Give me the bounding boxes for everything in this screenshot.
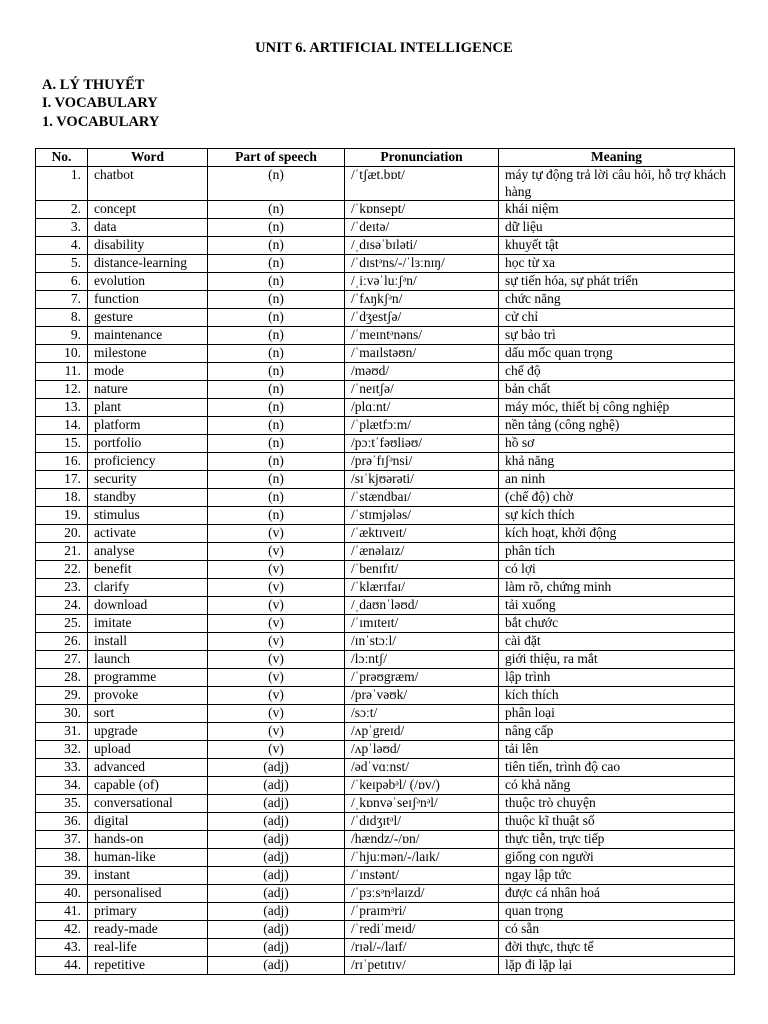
part-of-speech-cell: (n) — [208, 327, 345, 345]
part-of-speech-cell: (v) — [208, 579, 345, 597]
row-number: 25. — [36, 615, 88, 633]
pronunciation-cell: /ˌdɪsəˈbɪləti/ — [345, 237, 499, 255]
table-row — [36, 345, 735, 363]
pronunciation-cell: /plɑːnt/ — [345, 399, 499, 417]
table-row — [36, 849, 735, 867]
pronunciation-cell: /ˈɪnstənt/ — [345, 867, 499, 885]
table-row — [36, 435, 735, 453]
table-row — [36, 453, 735, 471]
row-number: 15. — [36, 435, 88, 453]
row-number: 39. — [36, 867, 88, 885]
row-number: 9. — [36, 327, 88, 345]
row-number: 42. — [36, 921, 88, 939]
pronunciation-cell: /prəˈfɪʃᵊnsi/ — [345, 453, 499, 471]
part-of-speech-cell: (adj) — [208, 957, 345, 975]
pronunciation-cell: /ˌiːvəˈluːʃᵊn/ — [345, 273, 499, 291]
word-cell: instant — [88, 867, 208, 885]
table-row — [36, 669, 735, 687]
meaning-cell: bắt chước — [499, 615, 735, 633]
word-cell: function — [88, 291, 208, 309]
part-of-speech-cell: (n) — [208, 201, 345, 219]
table-row — [36, 651, 735, 669]
word-cell: proficiency — [88, 453, 208, 471]
subsection-heading-vocabulary: 1. VOCABULARY — [42, 114, 160, 130]
part-of-speech-cell: (adj) — [208, 777, 345, 795]
meaning-cell: có sẵn — [499, 921, 735, 939]
row-number: 8. — [36, 309, 88, 327]
meaning-cell: máy tự động trả lời câu hỏi, hỗ trợ khách hàng — [499, 167, 735, 201]
row-number: 22. — [36, 561, 88, 579]
table-row — [36, 687, 735, 705]
table-row — [36, 489, 735, 507]
word-cell: install — [88, 633, 208, 651]
word-cell: concept — [88, 201, 208, 219]
table-row — [36, 471, 735, 489]
table-row — [36, 759, 735, 777]
table-row — [36, 777, 735, 795]
row-number: 32. — [36, 741, 88, 759]
row-number: 2. — [36, 201, 88, 219]
table-row — [36, 831, 735, 849]
table-row — [36, 741, 735, 759]
pronunciation-cell: /rɪˈpetɪtɪv/ — [345, 957, 499, 975]
part-of-speech-cell: (v) — [208, 651, 345, 669]
word-cell: advanced — [88, 759, 208, 777]
word-cell: evolution — [88, 273, 208, 291]
part-of-speech-cell: (v) — [208, 723, 345, 741]
meaning-cell: sự tiến hóa, sự phát triển — [499, 273, 735, 291]
pronunciation-cell: /ˈæktɪveɪt/ — [345, 525, 499, 543]
meaning-cell: sự kích thích — [499, 507, 735, 525]
meaning-cell: cài đặt — [499, 633, 735, 651]
pronunciation-cell: /ˈmeɪntᵊnəns/ — [345, 327, 499, 345]
word-cell: capable (of) — [88, 777, 208, 795]
part-of-speech-cell: (n) — [208, 291, 345, 309]
row-number: 40. — [36, 885, 88, 903]
word-cell: benefit — [88, 561, 208, 579]
row-number: 12. — [36, 381, 88, 399]
table-row — [36, 507, 735, 525]
meaning-cell: giới thiệu, ra mắt — [499, 651, 735, 669]
table-row — [36, 167, 735, 201]
table-row — [36, 615, 735, 633]
meaning-cell: khuyết tật — [499, 237, 735, 255]
pronunciation-cell: /ˈtʃæt.bɒt/ — [345, 167, 499, 201]
table-row — [36, 723, 735, 741]
part-of-speech-cell: (v) — [208, 705, 345, 723]
row-number: 37. — [36, 831, 88, 849]
row-number: 20. — [36, 525, 88, 543]
meaning-cell: khái niệm — [499, 201, 735, 219]
table-row — [36, 579, 735, 597]
word-cell: programme — [88, 669, 208, 687]
part-of-speech-cell: (v) — [208, 741, 345, 759]
pronunciation-cell: /ˈdeɪtə/ — [345, 219, 499, 237]
table-row — [36, 525, 735, 543]
part-of-speech-cell: (v) — [208, 525, 345, 543]
word-cell: security — [88, 471, 208, 489]
column-header-word: Word — [88, 149, 208, 167]
section-heading-vocabulary: I. VOCABULARY — [42, 95, 158, 111]
table-row — [36, 813, 735, 831]
meaning-cell: sự bảo trì — [499, 327, 735, 345]
pronunciation-cell: /məʊd/ — [345, 363, 499, 381]
part-of-speech-cell: (n) — [208, 345, 345, 363]
pronunciation-cell: /ˈdɪdʒɪtᵊl/ — [345, 813, 499, 831]
part-of-speech-cell: (n) — [208, 399, 345, 417]
pronunciation-cell: /ˈkeɪpəbᵊl/ (/ɒv/) — [345, 777, 499, 795]
part-of-speech-cell: (n) — [208, 435, 345, 453]
row-number: 29. — [36, 687, 88, 705]
word-cell: provoke — [88, 687, 208, 705]
word-cell: repetitive — [88, 957, 208, 975]
meaning-cell: bản chất — [499, 381, 735, 399]
row-number: 24. — [36, 597, 88, 615]
word-cell: digital — [88, 813, 208, 831]
table-row — [36, 219, 735, 237]
word-cell: conversational — [88, 795, 208, 813]
row-number: 35. — [36, 795, 88, 813]
pronunciation-cell: /ˈdʒestʃə/ — [345, 309, 499, 327]
table-row — [36, 417, 735, 435]
pronunciation-cell: /sɪˈkjʊərəti/ — [345, 471, 499, 489]
row-number: 33. — [36, 759, 88, 777]
part-of-speech-cell: (v) — [208, 543, 345, 561]
part-of-speech-cell: (adj) — [208, 939, 345, 957]
pronunciation-cell: /ˈbenɪfɪt/ — [345, 561, 499, 579]
pronunciation-cell: /ˈstɪmjələs/ — [345, 507, 499, 525]
row-number: 3. — [36, 219, 88, 237]
meaning-cell: đời thực, thực tế — [499, 939, 735, 957]
row-number: 21. — [36, 543, 88, 561]
meaning-cell: cử chỉ — [499, 309, 735, 327]
pronunciation-cell: /ˌkɒnvəˈseɪʃᵊnᵊl/ — [345, 795, 499, 813]
row-number: 5. — [36, 255, 88, 273]
table-row — [36, 273, 735, 291]
table-row — [36, 885, 735, 903]
document-title: UNIT 6. ARTIFICIAL INTELLIGENCE — [255, 40, 513, 56]
column-header-pronunciation: Pronunciation — [345, 149, 499, 167]
table-row — [36, 921, 735, 939]
row-number: 1. — [36, 167, 88, 201]
meaning-cell: được cá nhân hoá — [499, 885, 735, 903]
meaning-cell: nâng cấp — [499, 723, 735, 741]
word-cell: launch — [88, 651, 208, 669]
pronunciation-cell: /ˈhjuːmən/-/laɪk/ — [345, 849, 499, 867]
word-cell: analyse — [88, 543, 208, 561]
table-row — [36, 633, 735, 651]
meaning-cell: có lợi — [499, 561, 735, 579]
word-cell: gesture — [88, 309, 208, 327]
pronunciation-cell: /ˈstændbaɪ/ — [345, 489, 499, 507]
vocabulary-table — [35, 148, 735, 975]
part-of-speech-cell: (adj) — [208, 903, 345, 921]
row-number: 19. — [36, 507, 88, 525]
row-number: 4. — [36, 237, 88, 255]
pronunciation-cell: /ˈdɪstᵊns/-/ˈlɜːnɪŋ/ — [345, 255, 499, 273]
meaning-cell: an ninh — [499, 471, 735, 489]
row-number: 10. — [36, 345, 88, 363]
part-of-speech-cell: (v) — [208, 561, 345, 579]
pronunciation-cell: /ˈænəlaɪz/ — [345, 543, 499, 561]
table-row — [36, 399, 735, 417]
meaning-cell: kích thích — [499, 687, 735, 705]
word-cell: imitate — [88, 615, 208, 633]
table-row — [36, 561, 735, 579]
word-cell: disability — [88, 237, 208, 255]
meaning-cell: làm rõ, chứng minh — [499, 579, 735, 597]
part-of-speech-cell: (n) — [208, 219, 345, 237]
table-row — [36, 939, 735, 957]
row-number: 43. — [36, 939, 88, 957]
word-cell: platform — [88, 417, 208, 435]
row-number: 26. — [36, 633, 88, 651]
meaning-cell: khả năng — [499, 453, 735, 471]
column-header-no: No. — [36, 149, 88, 167]
word-cell: nature — [88, 381, 208, 399]
table-row — [36, 309, 735, 327]
column-header-meaning: Meaning — [499, 149, 735, 167]
word-cell: upload — [88, 741, 208, 759]
table-row — [36, 291, 735, 309]
pronunciation-cell: /pɔːtˈfəʊliəʊ/ — [345, 435, 499, 453]
pronunciation-cell: /hændz/-/ɒn/ — [345, 831, 499, 849]
word-cell: stimulus — [88, 507, 208, 525]
table-row — [36, 255, 735, 273]
table-row — [36, 381, 735, 399]
part-of-speech-cell: (v) — [208, 597, 345, 615]
meaning-cell: phân loại — [499, 705, 735, 723]
part-of-speech-cell: (n) — [208, 507, 345, 525]
meaning-cell: thuộc trò chuyện — [499, 795, 735, 813]
part-of-speech-cell: (adj) — [208, 831, 345, 849]
word-cell: personalised — [88, 885, 208, 903]
part-of-speech-cell: (adj) — [208, 813, 345, 831]
part-of-speech-cell: (n) — [208, 255, 345, 273]
pronunciation-cell: /ɪnˈstɔːl/ — [345, 633, 499, 651]
word-cell: plant — [88, 399, 208, 417]
meaning-cell: (chế độ) chờ — [499, 489, 735, 507]
pronunciation-cell: /ˈfʌŋkʃᵊn/ — [345, 291, 499, 309]
part-of-speech-cell: (n) — [208, 273, 345, 291]
pronunciation-cell: /prəˈvəʊk/ — [345, 687, 499, 705]
word-cell: hands-on — [88, 831, 208, 849]
row-number: 17. — [36, 471, 88, 489]
pronunciation-cell: /ˈrediˈmeɪd/ — [345, 921, 499, 939]
table-row — [36, 237, 735, 255]
word-cell: activate — [88, 525, 208, 543]
pronunciation-cell: /ˈkɒnsept/ — [345, 201, 499, 219]
part-of-speech-cell: (adj) — [208, 759, 345, 777]
pronunciation-cell: /sɔːt/ — [345, 705, 499, 723]
row-number: 6. — [36, 273, 88, 291]
row-number: 41. — [36, 903, 88, 921]
pronunciation-cell: /ədˈvɑːnst/ — [345, 759, 499, 777]
row-number: 11. — [36, 363, 88, 381]
word-cell: standby — [88, 489, 208, 507]
meaning-cell: quan trọng — [499, 903, 735, 921]
word-cell: chatbot — [88, 167, 208, 201]
part-of-speech-cell: (n) — [208, 417, 345, 435]
table-row — [36, 903, 735, 921]
row-number: 16. — [36, 453, 88, 471]
part-of-speech-cell: (adj) — [208, 795, 345, 813]
pronunciation-cell: /rɪəl/-/laɪf/ — [345, 939, 499, 957]
pronunciation-cell: /ˈneɪtʃə/ — [345, 381, 499, 399]
word-cell: milestone — [88, 345, 208, 363]
pronunciation-cell: /ˈɪmɪteɪt/ — [345, 615, 499, 633]
table-row — [36, 795, 735, 813]
word-cell: distance-learning — [88, 255, 208, 273]
row-number: 7. — [36, 291, 88, 309]
meaning-cell: hồ sơ — [499, 435, 735, 453]
meaning-cell: dữ liệu — [499, 219, 735, 237]
word-cell: upgrade — [88, 723, 208, 741]
word-cell: download — [88, 597, 208, 615]
word-cell: portfolio — [88, 435, 208, 453]
part-of-speech-cell: (n) — [208, 381, 345, 399]
part-of-speech-cell: (adj) — [208, 867, 345, 885]
meaning-cell: tải lên — [499, 741, 735, 759]
word-cell: real-life — [88, 939, 208, 957]
part-of-speech-cell: (n) — [208, 167, 345, 201]
meaning-cell: phân tích — [499, 543, 735, 561]
table-row — [36, 327, 735, 345]
pronunciation-cell: /ˈpɜːsᵊnᵊlaɪzd/ — [345, 885, 499, 903]
meaning-cell: nền tảng (công nghệ) — [499, 417, 735, 435]
part-of-speech-cell: (v) — [208, 669, 345, 687]
meaning-cell: máy móc, thiết bị công nghiệp — [499, 399, 735, 417]
pronunciation-cell: /lɔːntʃ/ — [345, 651, 499, 669]
table-row — [36, 705, 735, 723]
column-header-part-of-speech: Part of speech — [208, 149, 345, 167]
word-cell: data — [88, 219, 208, 237]
pronunciation-cell: /ʌpˈləʊd/ — [345, 741, 499, 759]
pronunciation-cell: /ˈklærɪfaɪ/ — [345, 579, 499, 597]
row-number: 13. — [36, 399, 88, 417]
table-row — [36, 363, 735, 381]
word-cell: primary — [88, 903, 208, 921]
word-cell: ready-made — [88, 921, 208, 939]
meaning-cell: lặp đi lặp lại — [499, 957, 735, 975]
part-of-speech-cell: (v) — [208, 633, 345, 651]
pronunciation-cell: /ˌdaʊnˈləʊd/ — [345, 597, 499, 615]
part-of-speech-cell: (v) — [208, 687, 345, 705]
table-body — [36, 167, 735, 975]
meaning-cell: chế độ — [499, 363, 735, 381]
section-heading-theory: A. LÝ THUYẾT — [42, 77, 145, 93]
meaning-cell: có khả năng — [499, 777, 735, 795]
meaning-cell: dấu mốc quan trọng — [499, 345, 735, 363]
meaning-cell: lập trình — [499, 669, 735, 687]
table-row — [36, 957, 735, 975]
meaning-cell: kích hoạt, khởi động — [499, 525, 735, 543]
row-number: 36. — [36, 813, 88, 831]
meaning-cell: thuộc kĩ thuật số — [499, 813, 735, 831]
meaning-cell: tải xuống — [499, 597, 735, 615]
part-of-speech-cell: (n) — [208, 489, 345, 507]
table-row — [36, 543, 735, 561]
part-of-speech-cell: (n) — [208, 237, 345, 255]
part-of-speech-cell: (v) — [208, 615, 345, 633]
table-row — [36, 597, 735, 615]
part-of-speech-cell: (adj) — [208, 921, 345, 939]
pronunciation-cell: /ˈplætfɔːm/ — [345, 417, 499, 435]
part-of-speech-cell: (n) — [208, 363, 345, 381]
word-cell: mode — [88, 363, 208, 381]
row-number: 30. — [36, 705, 88, 723]
pronunciation-cell: /ʌpˈgreɪd/ — [345, 723, 499, 741]
table-header-row — [36, 149, 735, 167]
table-row — [36, 201, 735, 219]
meaning-cell: giống con người — [499, 849, 735, 867]
row-number: 18. — [36, 489, 88, 507]
row-number: 23. — [36, 579, 88, 597]
part-of-speech-cell: (adj) — [208, 849, 345, 867]
pronunciation-cell: /ˈpraɪmᵊri/ — [345, 903, 499, 921]
row-number: 44. — [36, 957, 88, 975]
row-number: 27. — [36, 651, 88, 669]
meaning-cell: học từ xa — [499, 255, 735, 273]
part-of-speech-cell: (n) — [208, 453, 345, 471]
part-of-speech-cell: (adj) — [208, 885, 345, 903]
meaning-cell: tiên tiến, trình độ cao — [499, 759, 735, 777]
word-cell: maintenance — [88, 327, 208, 345]
meaning-cell: ngay lập tức — [499, 867, 735, 885]
word-cell: human-like — [88, 849, 208, 867]
pronunciation-cell: /ˈprəʊgræm/ — [345, 669, 499, 687]
word-cell: clarify — [88, 579, 208, 597]
row-number: 38. — [36, 849, 88, 867]
part-of-speech-cell: (n) — [208, 309, 345, 327]
row-number: 34. — [36, 777, 88, 795]
row-number: 14. — [36, 417, 88, 435]
meaning-cell: thực tiễn, trực tiếp — [499, 831, 735, 849]
table-row — [36, 867, 735, 885]
word-cell: sort — [88, 705, 208, 723]
row-number: 28. — [36, 669, 88, 687]
pronunciation-cell: /ˈmaɪlstəʊn/ — [345, 345, 499, 363]
part-of-speech-cell: (n) — [208, 471, 345, 489]
meaning-cell: chức năng — [499, 291, 735, 309]
row-number: 31. — [36, 723, 88, 741]
